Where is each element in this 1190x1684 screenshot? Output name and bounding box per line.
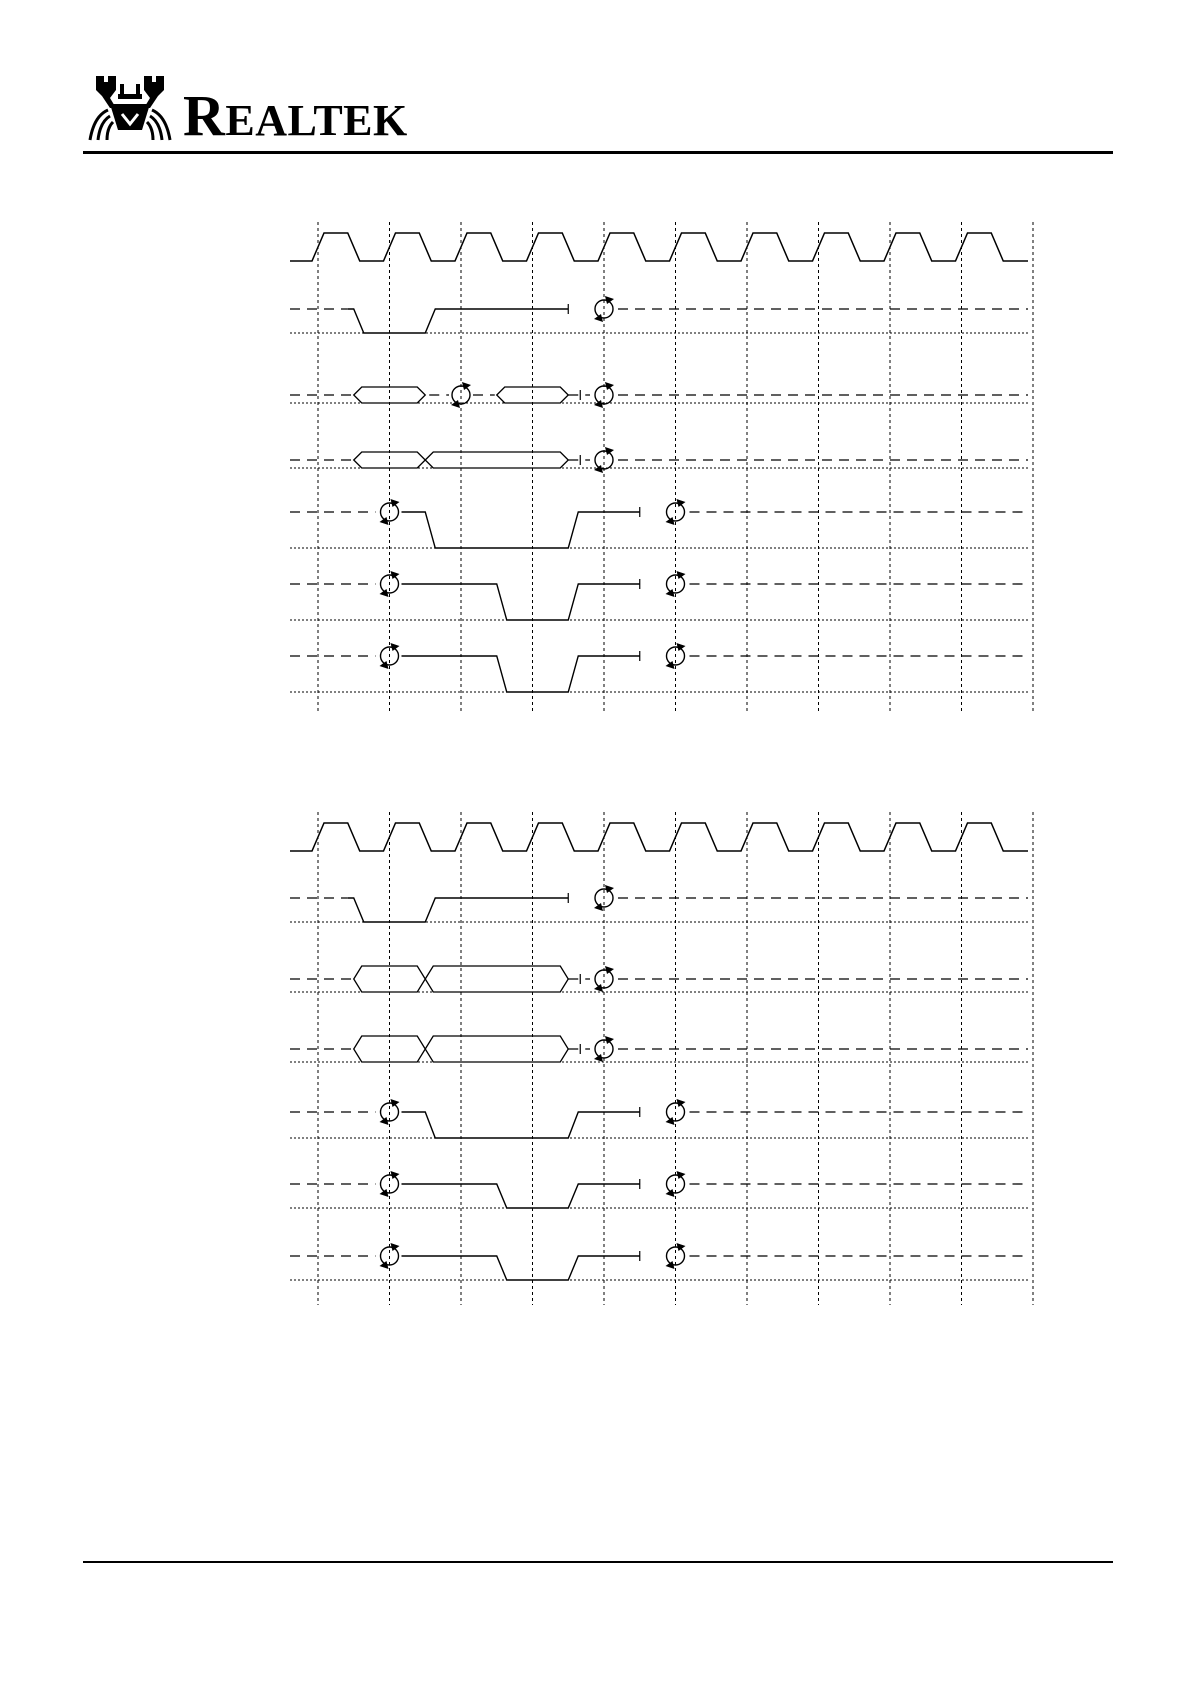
turnaround-arrow — [380, 1117, 389, 1125]
signal-row — [290, 499, 1028, 548]
bus-value — [497, 387, 569, 403]
turnaround-arrow — [391, 643, 400, 651]
turnaround-arrow — [605, 885, 614, 893]
turnaround-marker — [595, 386, 613, 404]
turnaround-arrow — [666, 1189, 675, 1197]
turnaround-arrow — [380, 661, 389, 669]
signal-waveform — [348, 309, 569, 333]
turnaround-arrow — [666, 661, 675, 669]
turnaround-arrow — [380, 1189, 389, 1197]
turnaround-arrow — [594, 903, 603, 911]
footer-rule — [83, 1561, 1113, 1563]
turnaround-arrow — [380, 1261, 389, 1269]
clock-waveform — [290, 823, 1028, 851]
turnaround-arrow — [391, 1243, 400, 1251]
signal-row — [290, 1171, 1028, 1208]
turnaround-arrow — [677, 1243, 686, 1251]
signal-row — [290, 1243, 1028, 1280]
bus-value — [354, 387, 426, 403]
turnaround-arrow — [677, 643, 686, 651]
signal-row — [290, 1036, 1028, 1062]
turnaround-arrow — [677, 1099, 686, 1107]
turnaround-arrow — [605, 1036, 614, 1044]
turnaround-marker — [595, 451, 613, 469]
turnaround-arrow — [605, 296, 614, 304]
signal-row — [290, 885, 1028, 922]
turnaround-arrow — [666, 517, 675, 525]
turnaround-marker — [452, 386, 470, 404]
signal-row — [290, 571, 1028, 620]
turnaround-arrow — [391, 1171, 400, 1179]
timing-diagram-2 — [290, 812, 1033, 1305]
turnaround-arrow — [677, 1171, 686, 1179]
turnaround-arrow — [677, 571, 686, 579]
turnaround-arrow — [594, 400, 603, 408]
turnaround-arrow — [451, 400, 460, 408]
bus-value — [425, 1036, 568, 1062]
timing-diagram-1 — [290, 222, 1033, 712]
turnaround-arrow — [677, 499, 686, 507]
turnaround-arrow — [666, 1261, 675, 1269]
turnaround-marker — [595, 970, 613, 988]
turnaround-arrow — [605, 966, 614, 974]
turnaround-arrow — [380, 517, 389, 525]
turnaround-arrow — [594, 984, 603, 992]
bus-value — [425, 966, 568, 992]
signal-row — [290, 643, 1028, 692]
turnaround-arrow — [605, 447, 614, 455]
bus-value — [425, 452, 568, 468]
bus-value — [354, 452, 426, 468]
signal-row — [290, 447, 1028, 473]
brand-name: REALTEK — [183, 83, 408, 148]
turnaround-arrow — [594, 465, 603, 473]
turnaround-arrow — [594, 314, 603, 322]
turnaround-arrow — [380, 589, 389, 597]
signal-row — [290, 966, 1028, 992]
turnaround-arrow — [391, 571, 400, 579]
turnaround-arrow — [666, 1117, 675, 1125]
turnaround-arrow — [462, 382, 471, 390]
turnaround-arrow — [391, 1099, 400, 1107]
turnaround-arrow — [666, 589, 675, 597]
turnaround-arrow — [594, 1054, 603, 1062]
signal-row — [290, 1099, 1028, 1138]
signal-row — [290, 296, 1028, 333]
turnaround-arrow — [605, 382, 614, 390]
clock-waveform — [290, 233, 1028, 261]
signal-waveform — [348, 898, 569, 922]
turnaround-arrow — [391, 499, 400, 507]
signal-row — [290, 382, 1028, 408]
